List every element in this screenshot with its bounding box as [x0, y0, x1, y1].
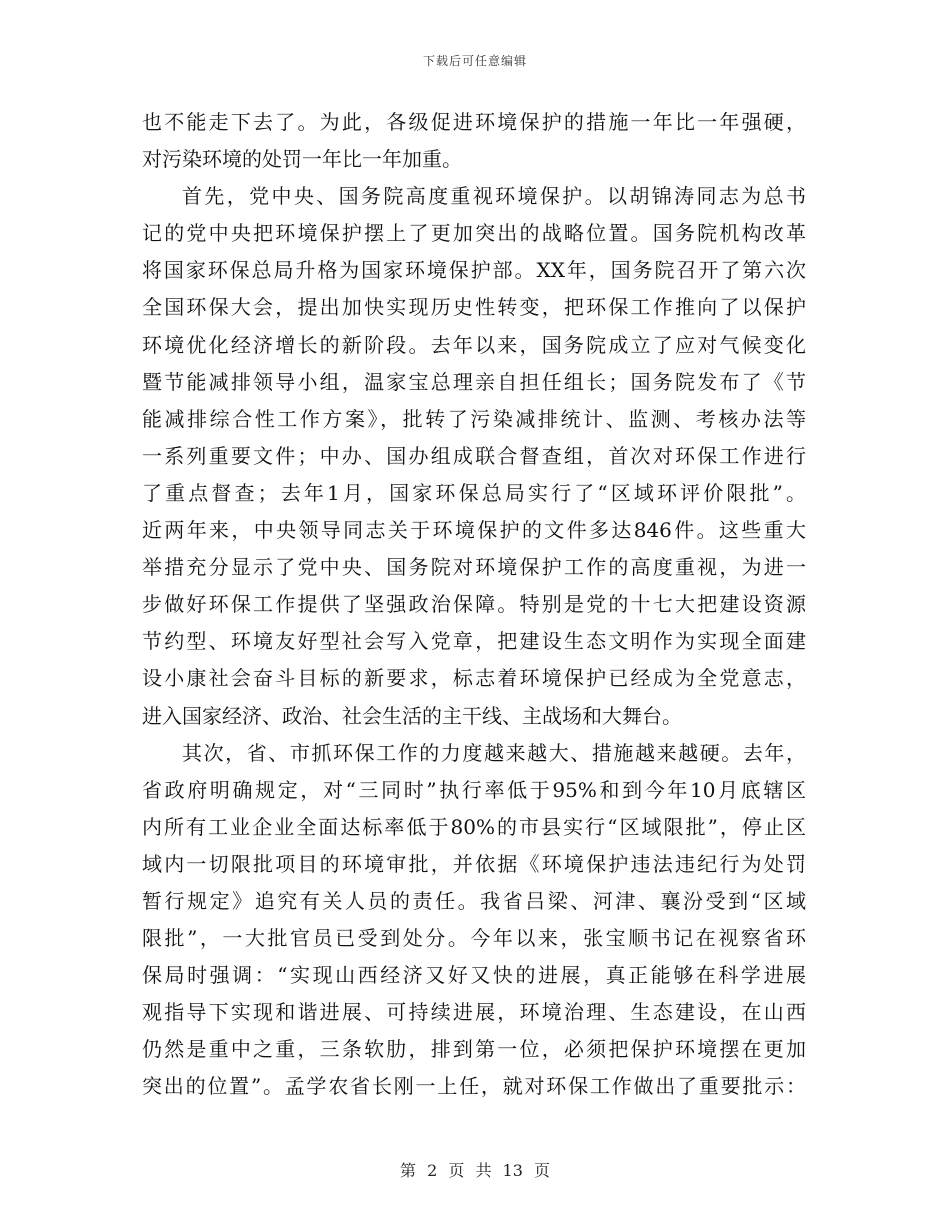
text-line: 将国家环保总局升格为国家环境保护部。XX年，国务院召开了第六次	[142, 258, 806, 283]
text-line: 举措充分显示了党中央、国务院对环境保护工作的高度重视，为进一	[142, 555, 806, 580]
text-line: 近两年来，中央领导同志关于环境保护的文件多达846件。这些重大	[142, 518, 806, 543]
text-line: 暨节能减排领导小组，温家宝总理亲自担任组长；国务院发布了《节	[142, 369, 806, 394]
text-line: 设小康社会奋斗目标的新要求，标志着环境保护已经成为全党意志，	[142, 666, 806, 691]
paragraph	[142, 735, 806, 1106]
text-line: 进入国家经济、政治、社会生活的主干线、主战场和大舞台。	[142, 703, 682, 728]
text-line: 了重点督查；去年1月，国家环保总局实行了“区域环评价限批”。	[142, 480, 806, 505]
text-line: 能减排综合性工作方案》，批转了污染减排统计、监测、考核办法等	[142, 406, 806, 431]
paragraph	[142, 104, 806, 178]
text-line: 其次，省、市抓环保工作的力度越来越大、措施越来越硬。去年，	[182, 740, 806, 765]
page-header: 下载后可任意编辑	[422, 54, 527, 68]
paragraph	[142, 178, 806, 734]
text-line: 首先，党中央、国务院高度重视环境保护。以胡锦涛同志为总书	[182, 184, 806, 209]
text-line: 环境优化经济增长的新阶段。去年以来，国务院成立了应对气候变化	[142, 332, 806, 357]
text-line: 限批”，一大批官员已受到处分。今年以来，张宝顺书记在视察省环	[142, 926, 806, 951]
text-line: 省政府明确规定，对“三同时”执行率低于95%和到今年10月底辖区	[142, 777, 806, 802]
text-line: 节约型、环境友好型社会写入党章，把建设生态文明作为实现全面建	[142, 629, 806, 654]
document-body	[142, 104, 806, 1106]
text-line: 仍然是重中之重，三条软肋，排到第一位，必须把保护环境摆在更加	[142, 1037, 806, 1062]
text-line: 保局时强调：“实现山西经济又好又快的进展，真正能够在科学进展	[142, 963, 806, 988]
text-line: 观指导下实现和谐进展、可持续进展，环境治理、生态建设，在山西	[142, 1000, 806, 1025]
text-line: 域内一切限批项目的环境审批，并依据《环境保护违法违纪行为处罚	[142, 851, 806, 876]
text-line: 记的党中央把环境保护摆上了更加突出的战略位置。国务院机构改革	[142, 221, 806, 246]
text-line: 全国环保大会，提出加快实现历史性转变，把环保工作推向了以保护	[142, 295, 806, 320]
text-line: 内所有工业企业全面达标率低于80%的市县实行“区域限批”，停止区	[142, 814, 806, 839]
text-line: 步做好环保工作提供了坚强政治保障。特别是党的十七大把建设资源	[142, 592, 806, 617]
text-line: 也不能走下去了。为此，各级促进环境保护的措施一年比一年强硬，	[142, 110, 806, 134]
page-footer: 第 2 页 共 13 页	[400, 1161, 550, 1180]
text-line: 对污染环境的处罚一年比一年加重。	[142, 147, 462, 172]
text-line: 暂行规定》追究有关人员的责任。我省吕梁、河津、襄汾受到“区域	[142, 888, 806, 913]
text-line: 一系列重要文件；中办、国办组成联合督查组，首次对环保工作进行	[142, 443, 806, 468]
text-line: 突出的位置”。孟学农省长刚一上任，就对环保工作做出了重要批示：	[142, 1074, 806, 1099]
